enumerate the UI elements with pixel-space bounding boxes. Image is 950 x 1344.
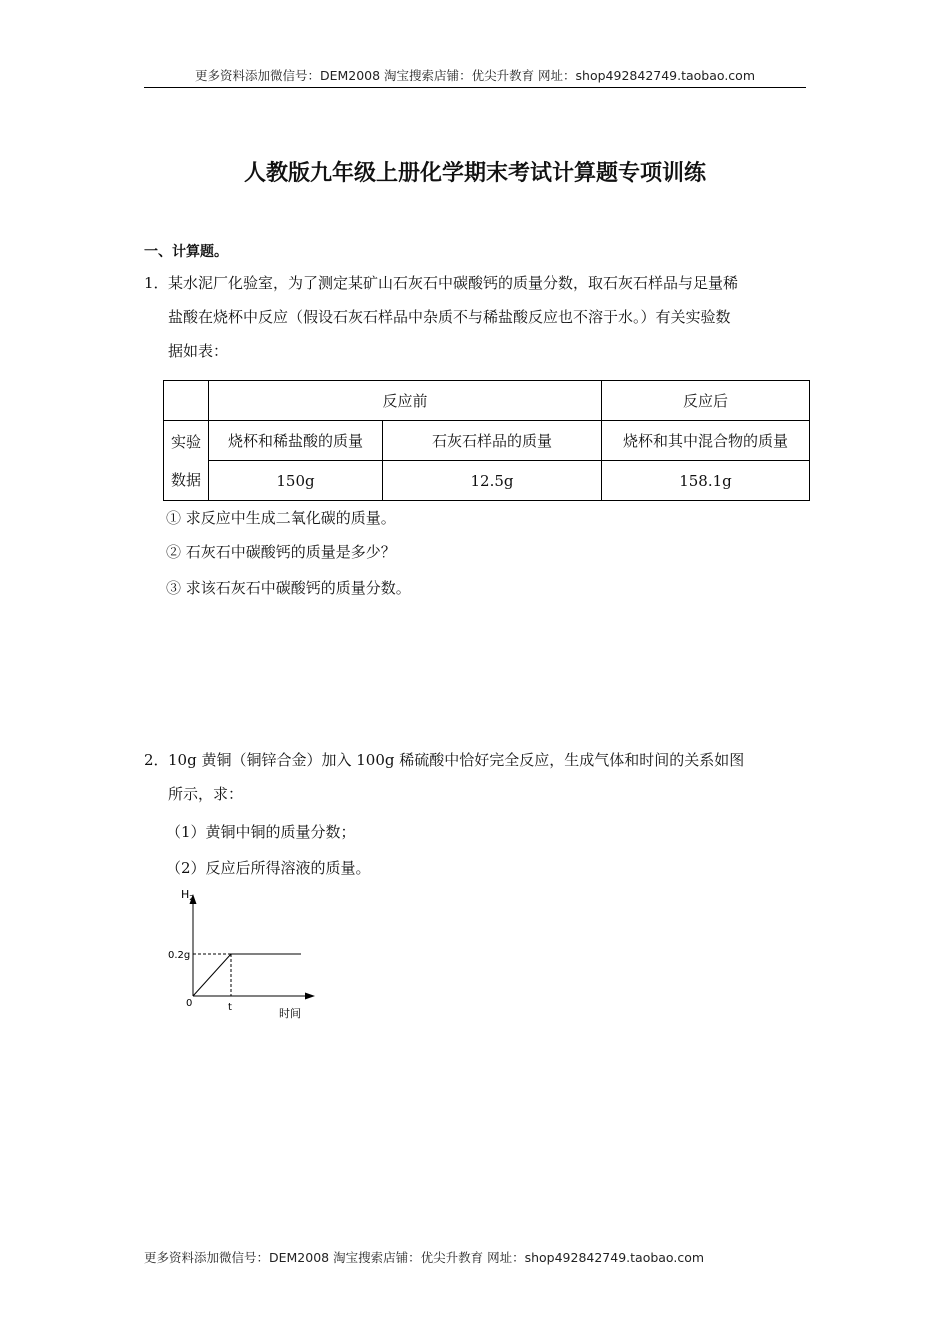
row-label-line2: 数据 [170,470,201,489]
question-1-sub2: ② 石灰石中碳酸钙的质量是多少？ [166,543,396,561]
header-before-reaction: 反应前 [209,381,602,421]
section-heading: 一、计算题。 [144,244,228,260]
page-title: 人教版九年级上册化学期末考试计算题专项训练 [243,161,706,186]
question-2-sub2: （2）反应后所得溶液的质量。 [166,859,371,877]
experiment-data-table [163,380,810,501]
question-number: 1． [144,274,169,292]
col-header-limestone: 石灰石样品的质量 [383,421,602,461]
col-header-beaker-mixture: 烧杯和其中混合物的质量 [602,421,810,461]
x-tick-label: t [228,1002,232,1013]
origin-label: 0 [186,998,193,1009]
question-1-line2: 盐酸在烧杯中反应（假设石灰石样品中杂质不与稀盐酸反应也不溶于水。）有关实验数 [168,308,731,326]
h2-time-graph [160,882,330,1027]
question-2-line2: 所示，求： [168,785,244,803]
table-corner-cell [164,381,209,421]
page-footer: 更多资料添加微信号：DEM2008 淘宝搜索店铺：优尖升教育 网址：shop492842749.taobao.com [144,1250,705,1265]
y-value-label: 0.2g [168,950,191,961]
page-header: 更多资料添加微信号：DEM2008 淘宝搜索店铺：优尖升教育 网址：shop492842749.taobao.com [194,68,756,83]
question-1-sub3: ③ 求该石灰石中碳酸钙的质量分数。 [166,579,411,597]
value-beaker-mixture: 158.1g [602,461,810,501]
question-1-line1: 某水泥厂化验室，为了测定某矿山石灰石中碳酸钙的质量分数，取石灰石样品与足量稀 [168,274,739,292]
question-1-sub1: ① 求反应中生成二氧化碳的质量。 [166,509,396,527]
question-1-line3: 据如表： [168,342,229,360]
header-rule [144,87,806,88]
question-2-sub1: （1）黄铜中铜的质量分数； [166,823,356,841]
question-2-line1: 10g 黄铜（铜锌合金）加入 100g 稀硫酸中恰好完全反应，生成气体和时间的关系如图 [168,751,745,769]
row-label-line1: 实验 [170,432,201,451]
value-beaker-acid: 150g [209,461,383,501]
question-2 [144,743,744,811]
row-label-cell [164,421,209,501]
question-number: 2． [144,751,169,769]
rising-segment [193,954,231,996]
y-axis-label: H2 [181,888,194,902]
x-axis-arrow [305,993,315,1000]
value-limestone: 12.5g [383,461,602,501]
col-header-beaker-acid: 烧杯和稀盐酸的质量 [209,421,383,461]
header-after-reaction: 反应后 [602,381,810,421]
question-1 [144,266,738,368]
x-axis-label: 时间 [279,1007,301,1020]
